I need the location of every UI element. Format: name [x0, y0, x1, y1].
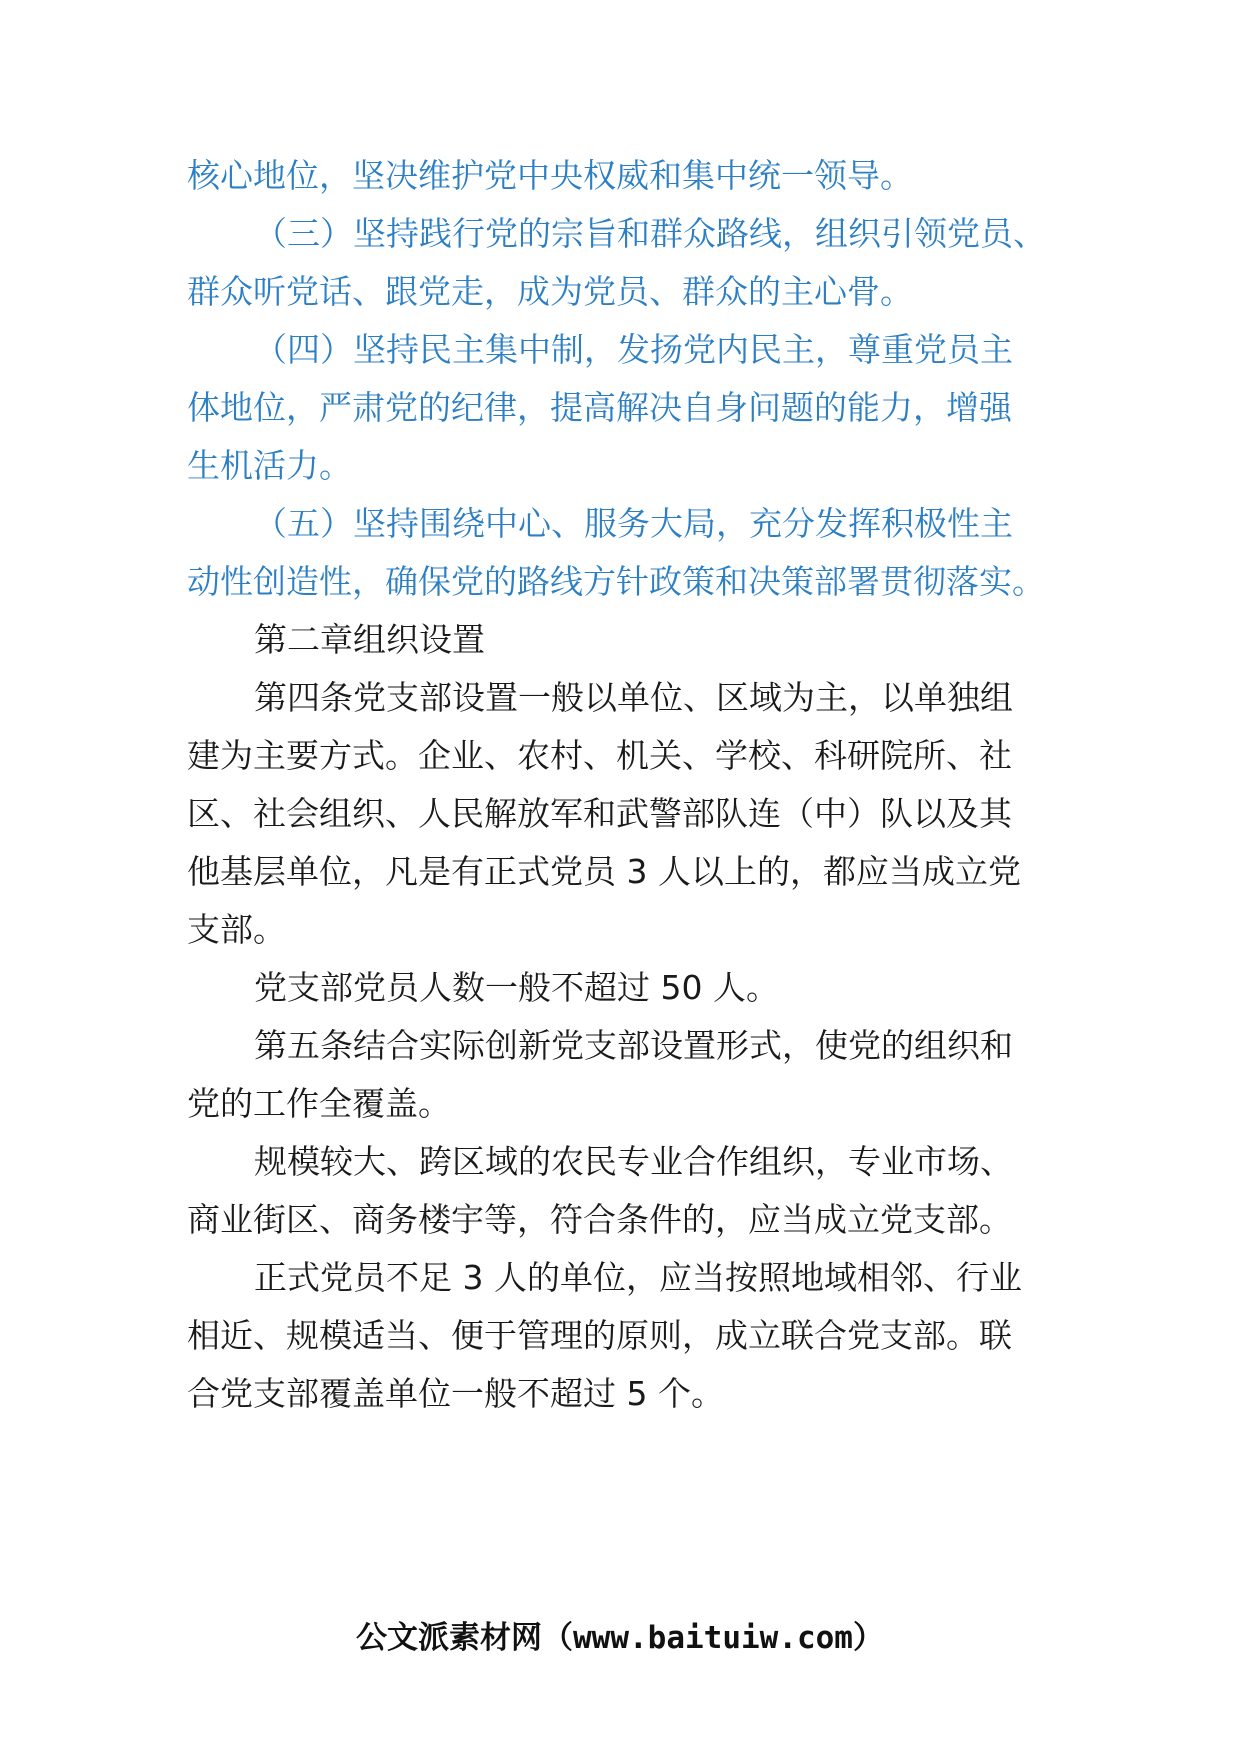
- text-line-12: 区、社会组织、人民解放军和武警部队连（中）队以及其: [187, 794, 1012, 833]
- text-line-15: 党支部党员人数一般不超过 50 人。: [254, 968, 779, 1007]
- footer-watermark: [0, 1618, 1240, 1658]
- footer-open-paren: （: [542, 1620, 574, 1656]
- text-line-21: 相近、规模适当、便于管理的原则，成立联合党支部。联: [187, 1316, 1012, 1355]
- text-line-5: 体地位，严肃党的纪律，提高解决自身问题的能力，增强: [187, 388, 1012, 427]
- text-line-3: 群众听党话、跟党走，成为党员、群众的主心骨。: [187, 272, 913, 311]
- footer-site-name: 公文派素材网: [356, 1620, 543, 1656]
- text-line-7: （五）坚持围绕中心、服务大局，充分发挥积极性主: [254, 504, 1013, 543]
- text-line-2: （三）坚持践行党的宗旨和群众路线，组织引领党员、: [254, 214, 1046, 253]
- text-line-13: 他基层单位，凡是有正式党员 3 人以上的，都应当成立党: [187, 852, 1021, 891]
- text-line-17: 党的工作全覆盖。: [187, 1084, 451, 1123]
- text-line-16: 第五条结合实际创新党支部设置形式，使党的组织和: [254, 1026, 1013, 1065]
- text-line-11: 建为主要方式。企业、农村、机关、学校、科研院所、社: [187, 736, 1012, 775]
- chapter-heading: 第二章组织设置: [254, 620, 485, 659]
- footer-close-paren: ）: [852, 1620, 884, 1656]
- text-line-18: 规模较大、跨区域的农民专业合作组织，专业市场、: [254, 1142, 1013, 1181]
- text-line-10: 第四条党支部设置一般以单位、区域为主，以单独组: [254, 678, 1013, 717]
- text-line-22: 合党支部覆盖单位一般不超过 5 个。: [187, 1374, 724, 1413]
- text-line-20: 正式党员不足 3 人的单位，应当按照地域相邻、行业: [254, 1258, 1022, 1297]
- footer-url: www.baituiw.com: [573, 1620, 853, 1656]
- text-line-8: 动性创造性，确保党的路线方针政策和决策部署贯彻落实。: [187, 562, 1045, 601]
- text-line-1: 核心地位，坚决维护党中央权威和集中统一领导。: [187, 156, 913, 195]
- text-line-14: 支部。: [187, 910, 286, 949]
- text-line-4: （四）坚持民主集中制，发扬党内民主，尊重党员主: [254, 330, 1013, 369]
- text-line-6: 生机活力。: [187, 446, 352, 485]
- text-line-19: 商业街区、商务楼宇等，符合条件的，应当成立党支部。: [187, 1200, 1012, 1239]
